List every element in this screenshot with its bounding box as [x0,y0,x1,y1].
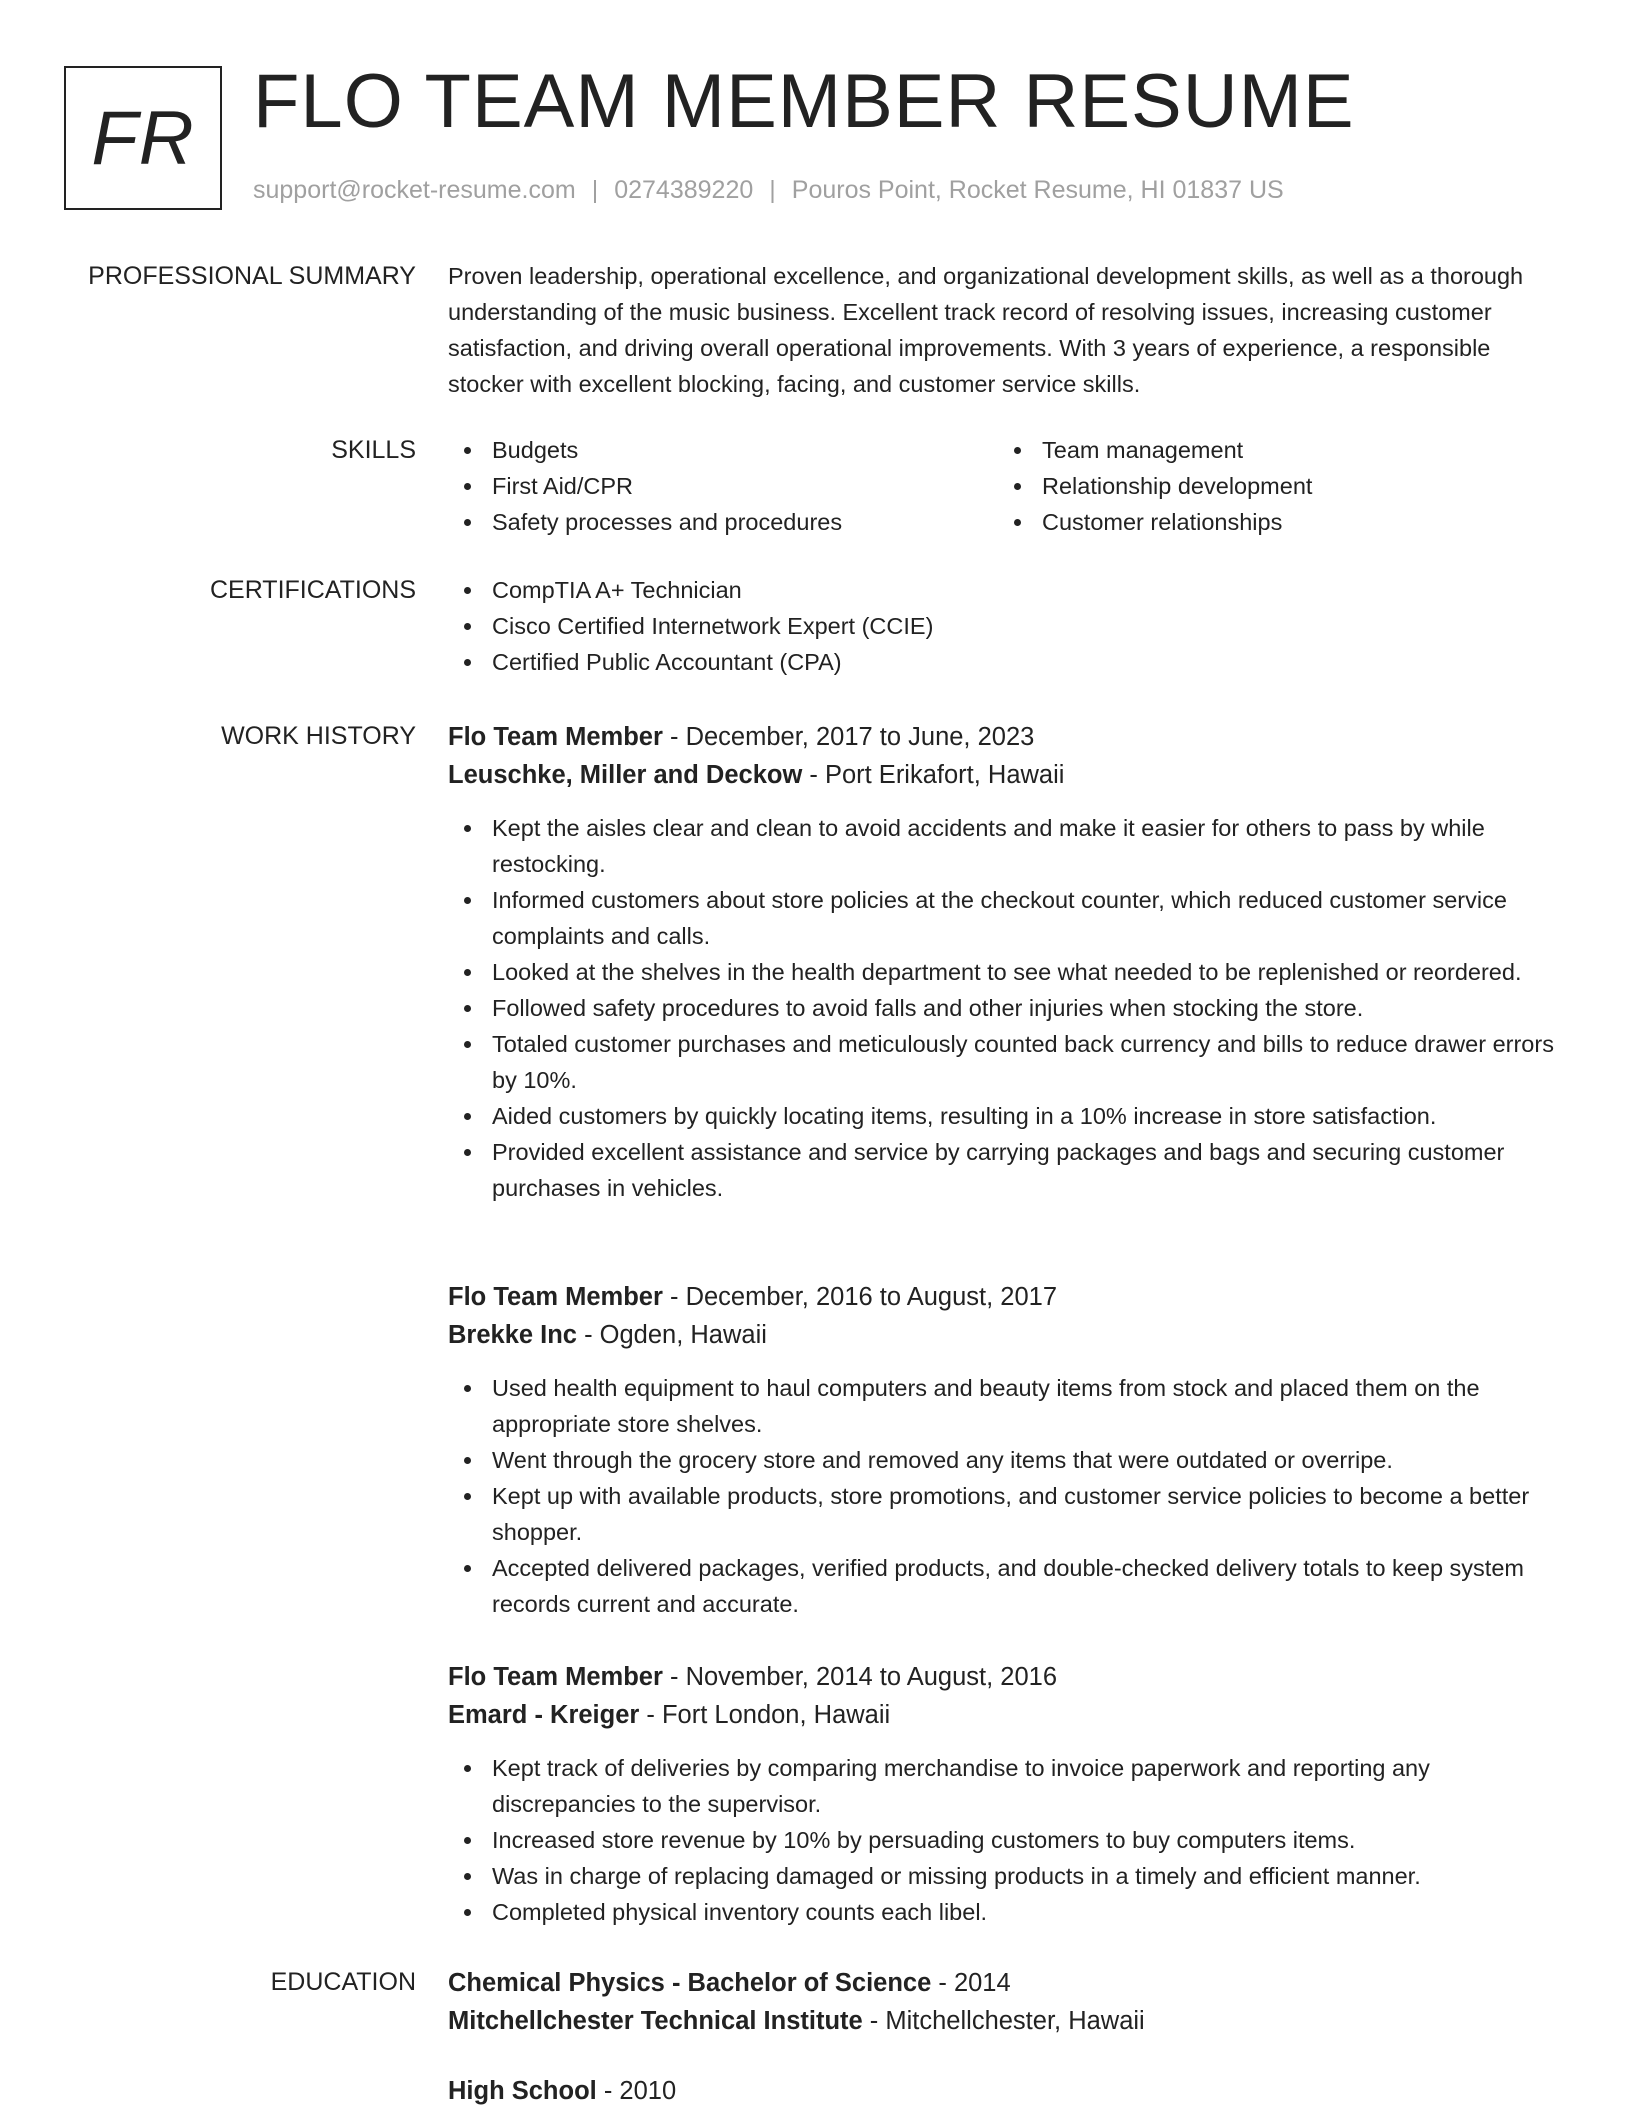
list-item: Certified Public Accountant (CPA) [448,644,1568,680]
contact-separator: | [591,176,599,204]
job-title: Flo Team Member [448,1663,663,1691]
list-item: Totaled customer purchases and meticulously counted back currency and bills to reduce drawer errors by 10%. [448,1026,1568,1098]
job-location: - Fort London, Hawaii [639,1701,891,1729]
list-item: Was in charge of replacing damaged or missing products in a timely and efficient manner. [448,1858,1568,1894]
job-location: - Ogden, Hawaii [577,1321,767,1349]
job-bullets [448,1370,1568,1622]
education-school: Mitchellchester Technical Institute [448,2007,863,2035]
job-dates: - December, 2017 to June, 2023 [662,723,1035,751]
list-item: Kept track of deliveries by comparing merchandise to invoice paperwork and reporting any discrepancies to the supervisor. [448,1750,1568,1822]
list-item: Provided excellent assistance and service by carrying packages and bags and securing customer purchases in vehicles. [448,1134,1568,1206]
contact-phone[interactable]: 0274389220 [614,176,754,204]
job-company: Leuschke, Miller and Deckow [448,761,803,789]
contact-address: Pouros Point, Rocket Resume, HI 01837 US [791,176,1284,204]
job-location: - Port Erikafort, Hawaii [802,761,1065,789]
education-location: - Mitchellchester, Hawaii [862,2007,1145,2035]
list-item: Team management [998,432,1548,468]
list-item: First Aid/CPR [448,468,998,504]
list-item: Looked at the shelves in the health department to see what needed to be replenished or reordered. [448,954,1568,990]
education-year: - 2014 [931,1969,1011,1997]
education-year: - 2010 [596,2077,677,2105]
skills-list-right [998,432,1548,540]
list-item: Completed physical inventory counts each libel. [448,1894,1568,1930]
list-item: Went through the grocery store and removed any items that were outdated or overripe. [448,1442,1568,1478]
contact-email[interactable]: support@rocket-resume.com [253,176,576,204]
list-item: Kept up with available products, store promotions, and customer service policies to become a better shopper. [448,1478,1568,1550]
job-dates: - December, 2016 to August, 2017 [662,1283,1058,1311]
education-degree: Chemical Physics - Bachelor of Science [448,1969,932,1997]
job-bullets [448,1750,1568,1930]
list-item: Used health equipment to haul computers and beauty items from stock and placed them on the appropriate store shelves. [448,1370,1568,1442]
monogram-initials: FR [91,95,195,181]
job-title-line [448,1658,1568,1696]
education-degree-line [448,2072,1568,2110]
resume-title: FLO TEAM MEMBER RESUME [253,59,1355,144]
contact-separator: | [769,176,776,204]
job-company-line [448,756,1568,794]
list-item: Relationship development [998,468,1548,504]
section-label-work-history: WORK HISTORY [221,722,416,750]
list-item: Informed customers about store policies at the checkout counter, which reduced customer service complaints and calls. [448,882,1568,954]
section-label-skills: SKILLS [331,436,416,464]
job-title: Flo Team Member [448,1283,663,1311]
list-item: Increased store revenue by 10% by persuading customers to buy computers items. [448,1822,1568,1858]
job-title: Flo Team Member [448,723,663,751]
list-item: Aided customers by quickly locating items, resulting in a 10% increase in store satisfaction. [448,1098,1568,1134]
education-degree-line [448,1964,1568,2002]
skills-list-left [448,432,998,540]
education-school-line [448,2002,1568,2040]
list-item: Budgets [448,432,998,468]
skills-columns [448,432,1568,540]
job-company: Emard - Kreiger [448,1701,640,1729]
job-company: Brekke Inc [448,1321,577,1349]
education-degree: High School [448,2077,597,2105]
job-bullets [448,810,1568,1206]
certifications-list [448,572,1568,680]
job-company-line [448,1316,1568,1354]
list-item: Kept the aisles clear and clean to avoid accidents and make it easier for others to pass by while restocking. [448,810,1568,882]
section-label-certifications: CERTIFICATIONS [209,576,416,604]
list-item: Customer relationships [998,504,1548,540]
summary-text: Proven leadership, operational excellence, and organizational development skills, as well as a thorough understanding of the music business. Excellent track record of resolving issues, increasing customer satisfaction, and driving overall operational improvements. With 3 years of experience, a responsible stocker with excellent blocking, facing, and customer service skills. [448,263,1524,397]
list-item: CompTIA A+ Technician [448,572,1568,608]
list-item: Cisco Certified Internetwork Expert (CCIE) [448,608,1568,644]
list-item: Followed safety procedures to avoid falls and other injuries when stocking the store. [448,990,1568,1026]
section-label-education: EDUCATION [270,1968,416,1996]
job-company-line [448,1696,1568,1734]
contact-line [253,174,1284,206]
job-title-line [448,718,1568,756]
section-label-summary: PROFESSIONAL SUMMARY [88,262,416,290]
job-title-line [448,1278,1568,1316]
list-item: Accepted delivered packages, verified products, and double-checked delivery totals to keep system records current and accurate. [448,1550,1568,1622]
monogram-box [64,66,222,210]
list-item: Safety processes and procedures [448,504,998,540]
job-dates: - November, 2014 to August, 2016 [662,1663,1058,1691]
